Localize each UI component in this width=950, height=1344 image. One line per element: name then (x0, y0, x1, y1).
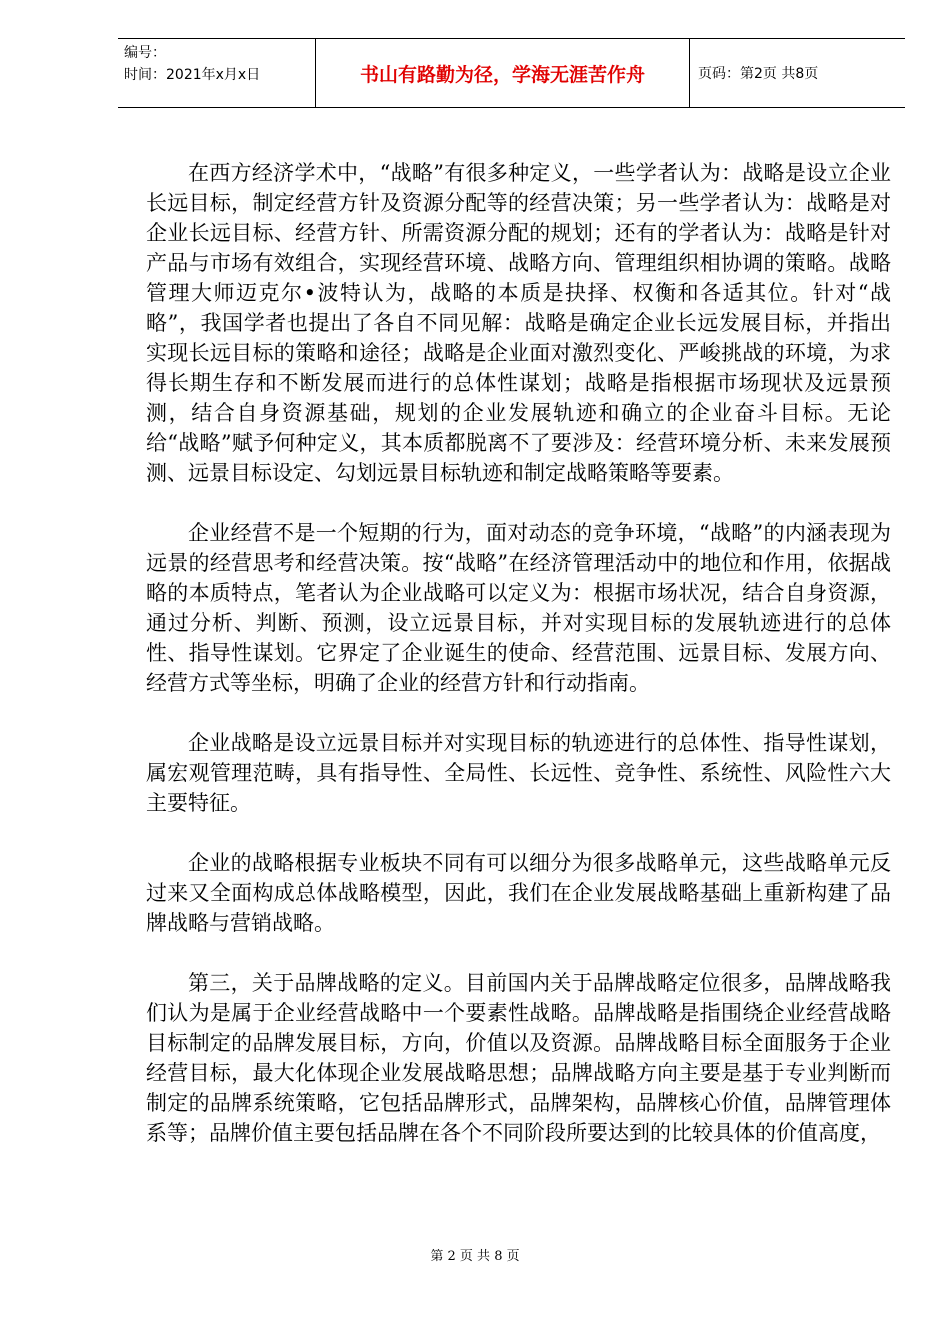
paragraph-5: 第三，关于品牌战略的定义。目前国内关于品牌战略定位很多，品牌战略我们认为是属于企业经营战略中一个要素性战略。品牌战略是指围绕企业经营战略目标制定的品牌发展目标，方向，价值以及资源。品牌战略目标全面服务于企业经营目标，最大化体现企业发展战略思想；品牌战略方向主要是基于专业判断而制定的品牌系统策略，它包括品牌形式，品牌架构，品牌核心价值，品牌管理体系等；品牌价值主要包括品牌在各个不同阶段所要达到的比较具体的价值高度， (146, 971, 891, 1145)
paragraph-4: 企业的战略根据专业板块不同有可以细分为很多战略单元，这些战略单元反过来又全面构成总体战略模型，因此，我们在企业发展战略基础上重新构建了品牌战略与营销战略。 (146, 851, 891, 935)
paragraph-3: 企业战略是设立远景目标并对实现目标的轨迹进行的总体性、指导性谋划，属宏观管理范畴，具有指导性、全局性、长远性、竞争性、系统性、风险性六大主要特征。 (146, 731, 891, 815)
paragraph-2: 企业经营不是一个短期的行为，面对动态的竞争环境，“战略”的内涵表现为远景的经营思考和经营决策。按“战略”在经济管理活动中的地位和作用，依据战略的本质特点，笔者认为企业战略可以定义为：根据市场状况，结合自身资源，通过分析、判断、预测，设立远景目标，并对实现目标的发展轨迹进行的总体性、指导性谋划。它界定了企业诞生的使命、经营范围、远景目标、发展方向、经营方式等坐标，明确了企业的经营方针和行动指南。 (146, 521, 891, 695)
paragraph-1: 在西方经济学术中，“战略”有很多种定义，一些学者认为：战略是设立企业长远目标，制定经营方针及资源分配等的经营决策；另一些学者认为：战略是对企业长远目标、经营方针、所需资源分配的规划；还有的学者认为：战略是针对产品与市场有效组合，实现经营环境、战略方向、管理组织相协调的策略。战略管理大师迈克尔•波特认为，战略的本质是抉择、权衡和各适其位。针对“战略”，我国学者也提出了各自不同见解：战略是确定企业长远发展目标，并指出实现长远目标的策略和途径；战略是企业面对激烈变化、严峻挑战的环境，为求得长期生存和不断发展而进行的总体性谋划；战略是指根据市场现状及远景预测，结合自身资源基础，规划的企业发展轨迹和确立的企业奋斗目标。无论给“战略”赋予何种定义，其本质都脱离不了要涉及：经营环境分析、未来发展预测、远景目标设定、勾划远景目标轨迹和制定战略策略等要素。 (146, 161, 891, 485)
header-motto: 书山有路勤为径，学海无涯苦作舟 (316, 39, 690, 107)
header-meta (118, 39, 316, 107)
document-time-label: 时间：2021年x月x日 (124, 67, 261, 83)
header-page-number: 页码：第2页 共8页 (698, 66, 819, 82)
page-footer: 第 2 页 共 8 页 (430, 1249, 520, 1264)
document-body (146, 158, 891, 1178)
document-number-label: 编号： (124, 45, 166, 61)
page-header (118, 38, 905, 108)
